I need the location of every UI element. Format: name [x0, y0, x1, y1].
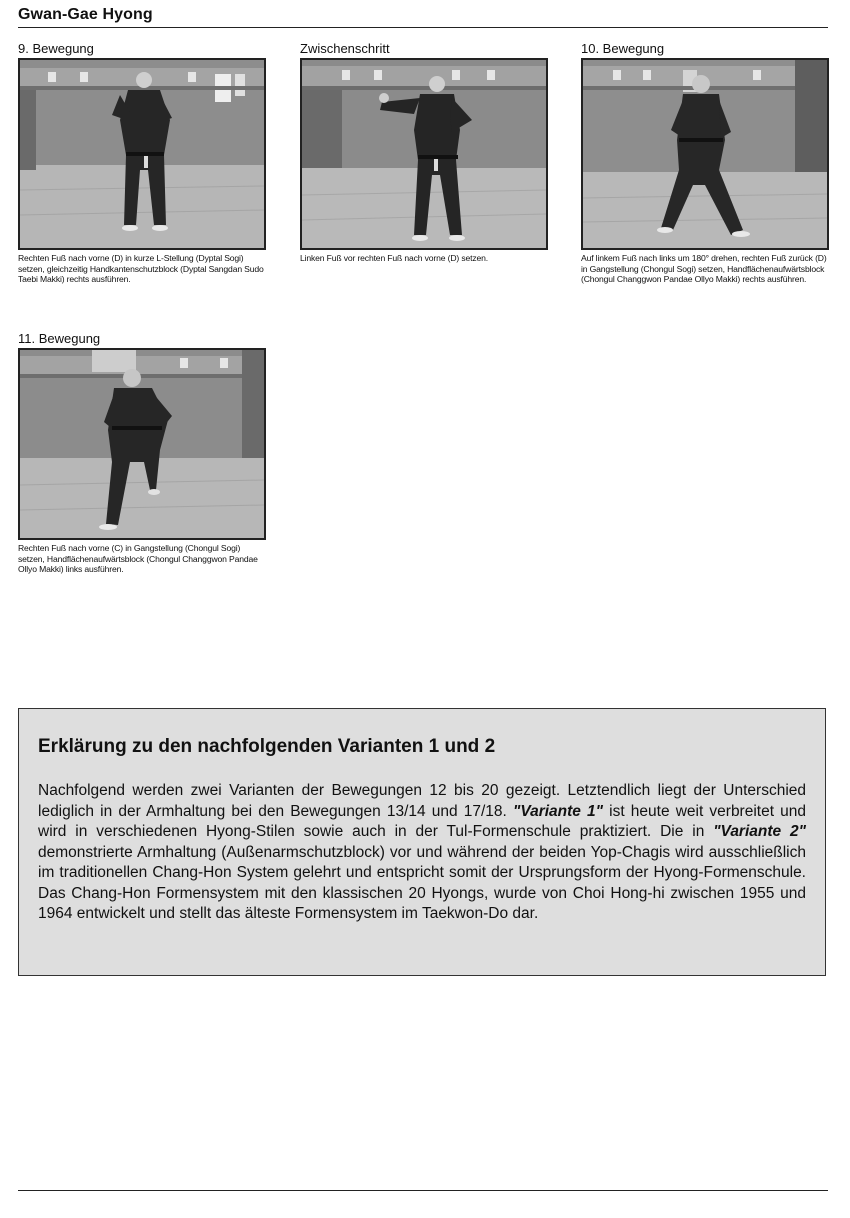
- movement-caption: Linken Fuß vor rechten Fuß nach vorne (D) setzen.: [300, 253, 489, 263]
- explanation-part: ist heute weit verbreitet und wird in verschiedenen Hyong-Stilen sowie auch in der Tul-Formenschule praktiziert. Die in: [38, 802, 807, 840]
- movement-9: [18, 41, 266, 285]
- movement-title: Zwischenschritt: [300, 41, 390, 56]
- movement-10: [581, 41, 829, 285]
- movement-title: 11. Bewegung: [18, 331, 101, 346]
- movement-photo: [581, 58, 829, 250]
- movement-caption: Auf linkem Fuß nach links um 180° drehen, rechten Fuß zurück (D) in Gangstellung (Chongul Sogi) setzen, Handflächenaufwärtsblock (Chongul Changgwon Pandae Ollyo Makki) rechts ausführen.: [581, 253, 827, 285]
- header-divider: [18, 27, 828, 28]
- explanation-part: Nachfolgend werden zwei Varianten der Bewegungen 12 bis 20 gezeigt. Letztendlich liegt der Unterschied lediglich in der Armhaltung bei den Bewegungen 13/14 und 17/18.: [38, 782, 806, 820]
- variants-explanation-box: [18, 708, 826, 976]
- movement-photo: [18, 348, 266, 540]
- variant-1-label: "Variante 1": [512, 802, 604, 820]
- variants-explanation-title: Erklärung zu den nachfolgenden Varianten 1 und 2: [38, 736, 496, 757]
- variants-explanation-text: [38, 781, 806, 925]
- movement-photo: [300, 58, 548, 250]
- footer-divider: [18, 1190, 828, 1191]
- movement-intermediate-step: [300, 41, 548, 264]
- variant-2-label: "Variante 2": [713, 823, 806, 840]
- movement-caption: Rechten Fuß nach vorne (C) in Gangstellung (Chongul Sogi) setzen, Handflächenaufwärtsblock (Chongul Changgwon Pandae Ollyo Makki) links ausführen.: [18, 543, 258, 575]
- movement-photo: [18, 58, 266, 250]
- movement-11: [18, 331, 266, 575]
- page-header-title: Gwan-Gae Hyong: [18, 6, 153, 23]
- explanation-part: demonstrierte Armhaltung (Außenarmschutzblock) vor und während der beiden Yop-Chagis wird ausschließlich im traditionellen Chang-Hon System gelehrt und entspricht somit der Ursprungsform der Hyong-Formenschule. Das Chang-Hon Formensystem mit den klassischen 20 Hyongs, wurde von Choi Hong-hi zwischen 1955 und 1964 entwickelt und stellt das älteste Formensystem im Taekwon-Do dar.: [38, 843, 806, 922]
- movement-caption: Rechten Fuß nach vorne (D) in kurze L-Stellung (Dyptal Sogi) setzen, gleichzeitig Handkantenschutzblock (Dyptal Sangdan Sudo Taebi Makki) rechts ausführen.: [18, 253, 264, 285]
- movement-title: 9. Bewegung: [18, 41, 94, 56]
- movement-title: 10. Bewegung: [581, 41, 665, 56]
